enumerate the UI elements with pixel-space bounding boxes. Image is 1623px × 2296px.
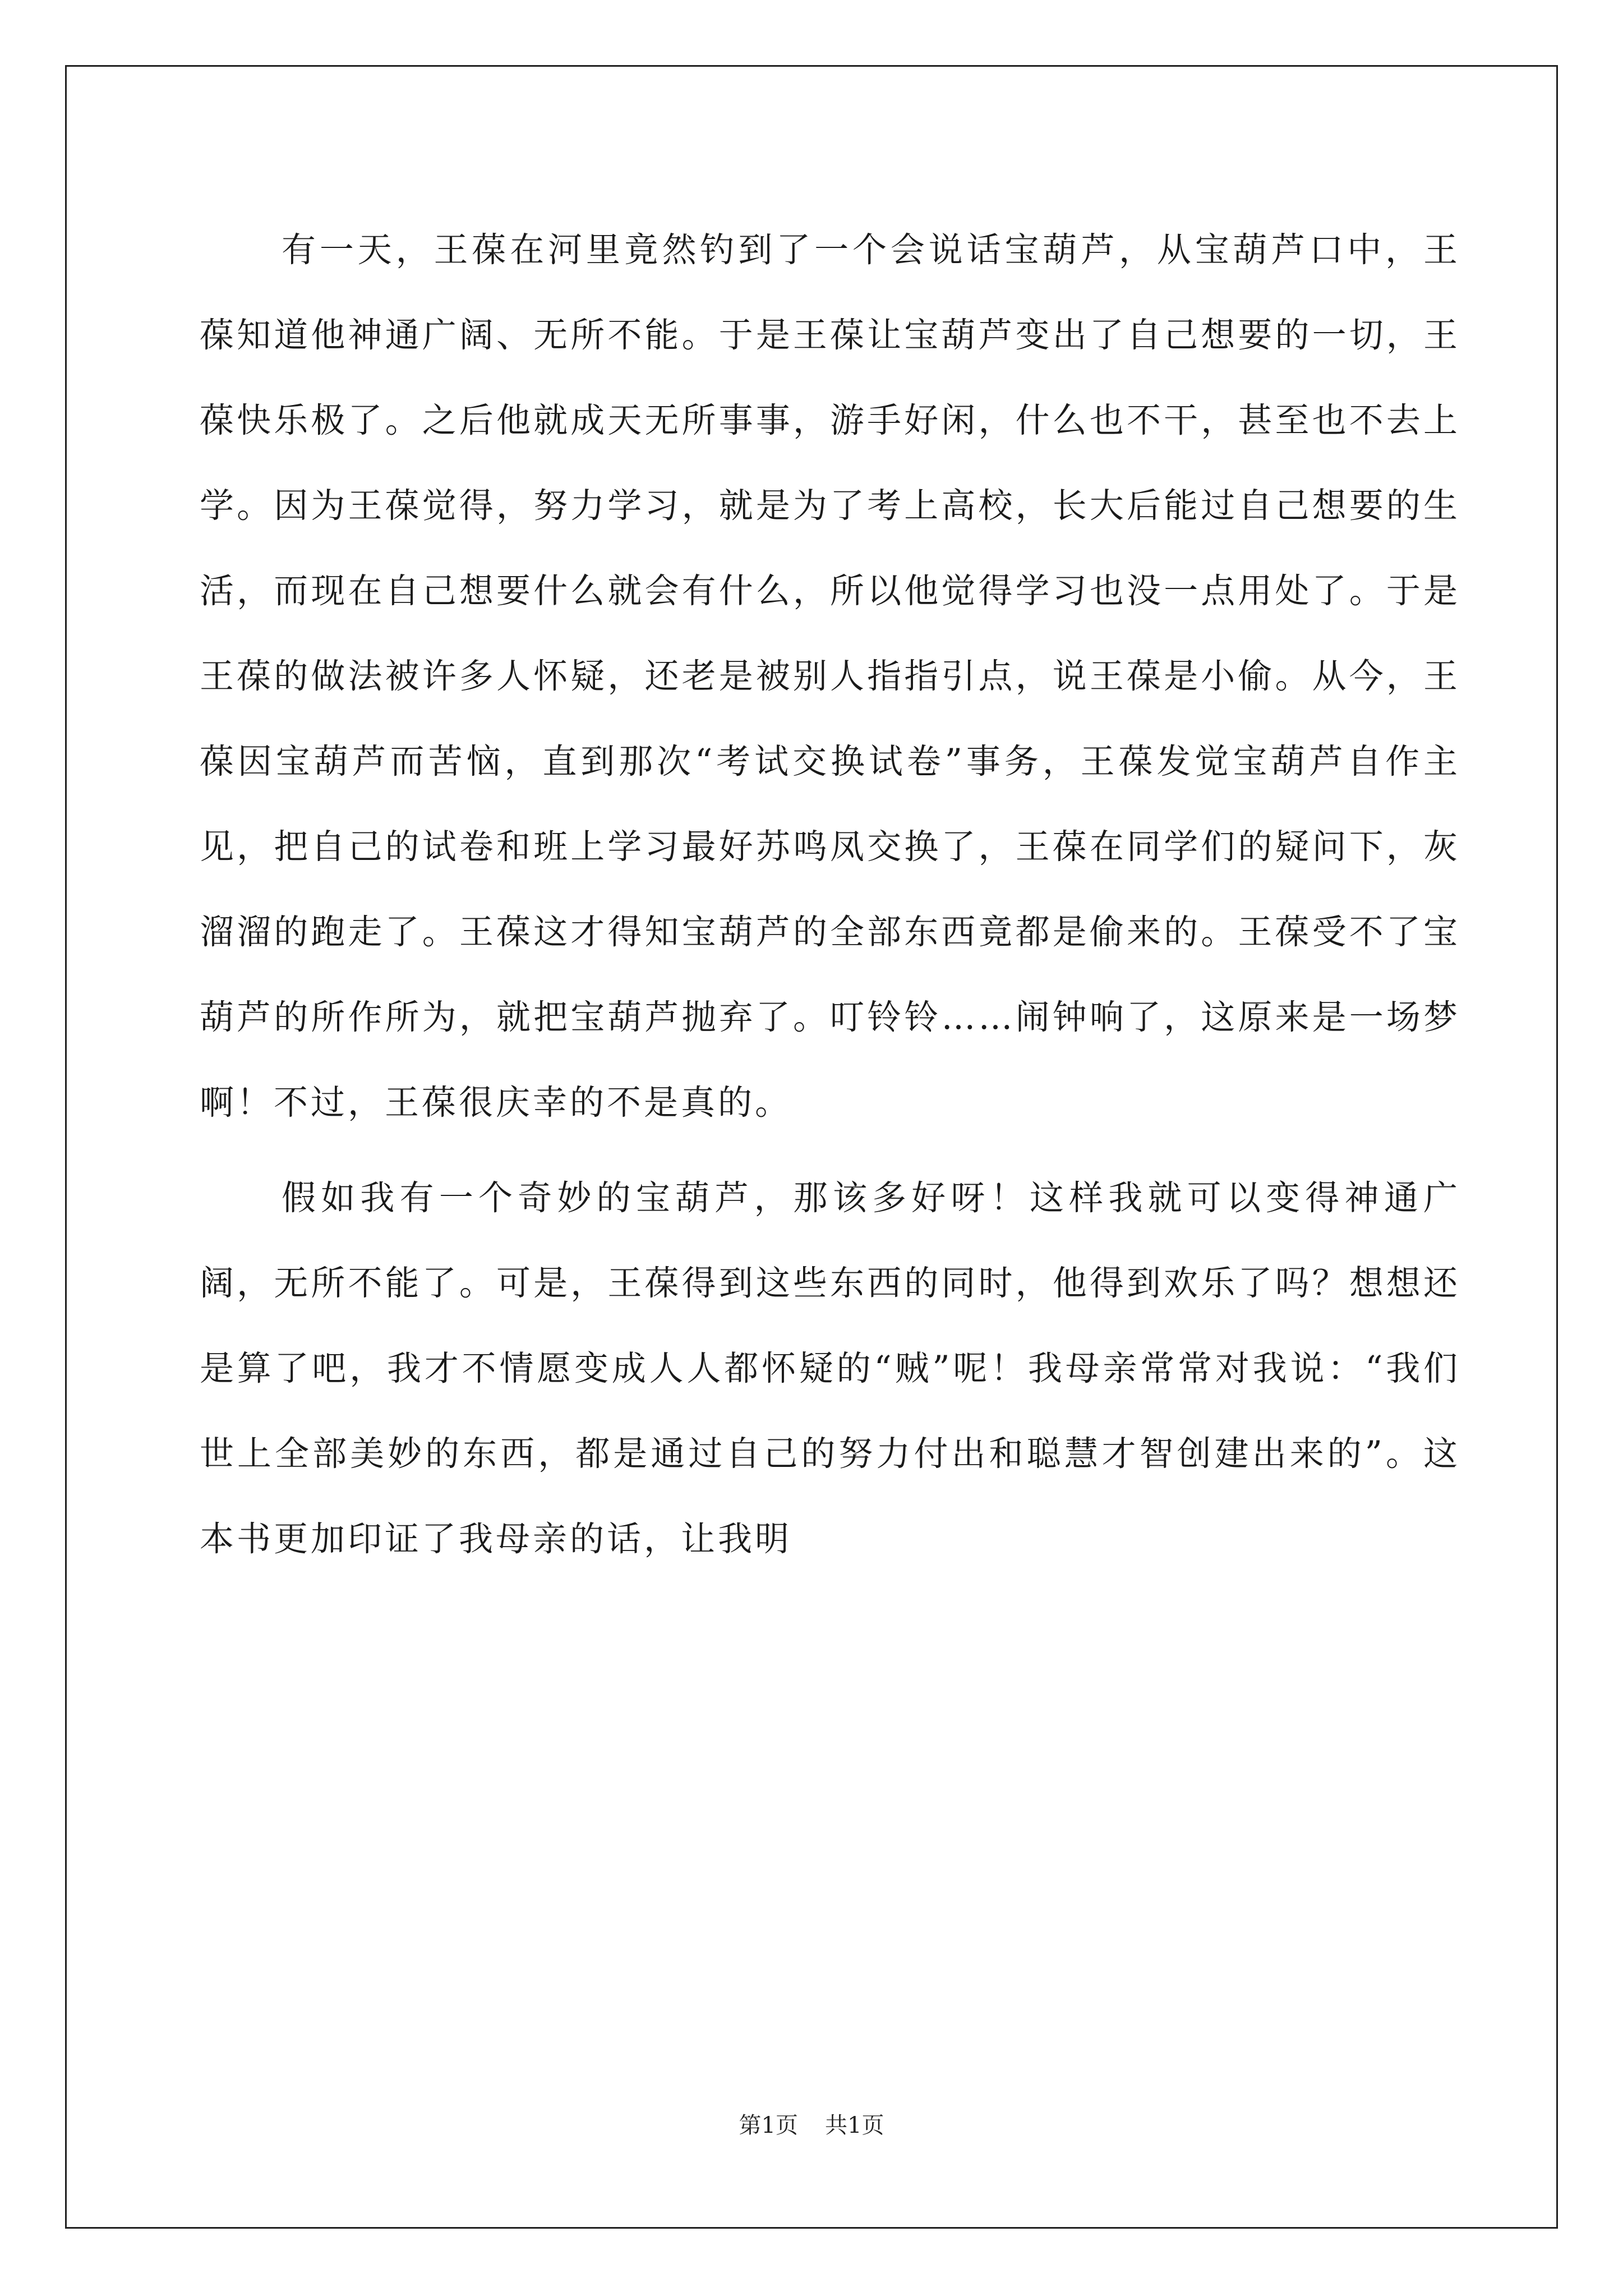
page-footer [0,2111,1623,2139]
paragraph-1: 有一天，王葆在河里竟然钓到了一个会说话宝葫芦，从宝葫芦口中，王葆知道他神通广阔、无所不能。于是王葆让宝葫芦变出了自己想要的一切，王葆快乐极了。之后他就成天无所事事，游手好闲，什么也不干，甚至也不去上学。因为王葆觉得，努力学习，就是为了考上高校，长大后能过自己想要的生活，而现在自己想要什么就会有什么，所以他觉得学习也没一点用处了。于是王葆的做法被许多人怀疑，还老是被别人指指引点，说王葆是小偷。从今，王葆因宝葫芦而苦恼，直到那次“考试交换试卷”事务，王葆发觉宝葫芦自作主见，把自己的试卷和班上学习最好苏鸣凤交换了，王葆在同学们的疑问下，灰溜溜的跑走了。王葆这才得知宝葫芦的全部东西竟都是偷来的。王葆受不了宝葫芦的所作所为，就把宝葫芦抛弃了。叮铃铃……闹钟响了，这原来是一场梦啊！不过，王葆很庆幸的不是真的。 [200,230,1460,1122]
page-total: 共1页 [825,2113,884,2138]
paragraph-2: 假如我有一个奇妙的宝葫芦，那该多好呀！这样我就可以变得神通广阔，无所不能了。可是，王葆得到这些东西的同时，他得到欢乐了吗？想想还是算了吧，我才不情愿变成人人都怀疑的“贼”呢！我母亲常常对我说：“我们世上全部美妙的东西，都是通过自己的努力付出和聪慧才智创建出来的”。这本书更加印证了我母亲的话，让我明 [200,1178,1460,1559]
document-body [200,208,1460,1582]
page-number: 第1页 [739,2113,798,2138]
